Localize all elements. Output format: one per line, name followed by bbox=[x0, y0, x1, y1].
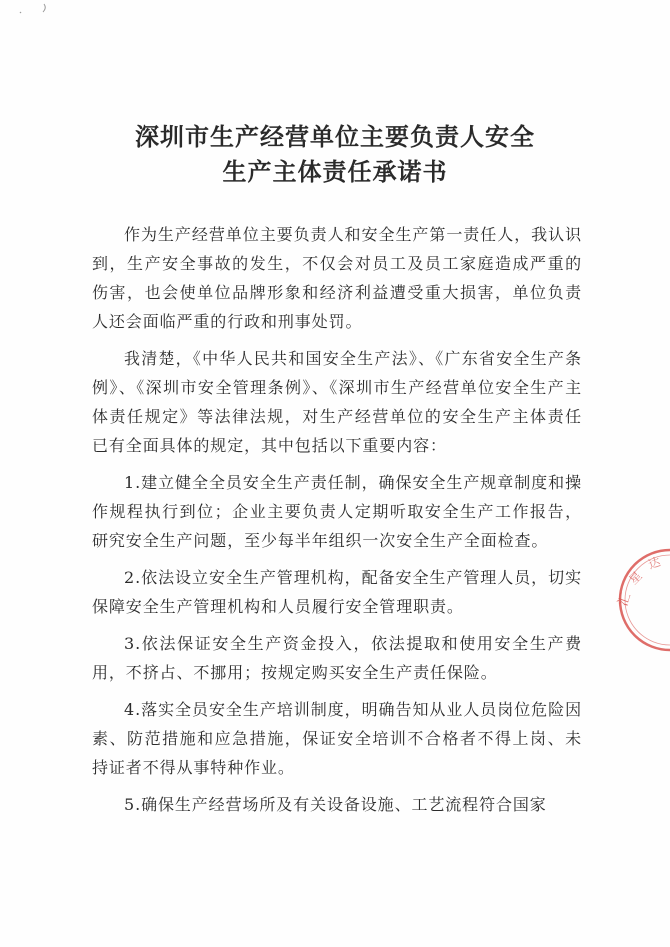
svg-text:汇: 汇 bbox=[615, 591, 635, 609]
red-seal-stamp bbox=[612, 545, 670, 655]
svg-text:达: 达 bbox=[646, 554, 663, 572]
paragraph-item-2: 2.依法设立安全生产管理机构，配备安全生产管理人员，切实保障安全生产管理机构和人员履行安全管理职责。 bbox=[92, 568, 582, 616]
paragraph-item-5: 5.确保生产经营场所及有关设备设施、工艺流程符合国家 bbox=[124, 795, 547, 814]
paragraph-legal-basis: 我清楚，《中华人民共和国安全生产法》、《广东省安全生产条例》、《深圳市安全管理条例》、《深圳市生产经营单位安全生产主体责任规定》等法律法规，对生产经营单位的安全生产主体责任已有全面具体的规定，其中包括以下重要内容： bbox=[92, 349, 582, 455]
document-body bbox=[92, 220, 582, 827]
scan-mark bbox=[12, 2, 52, 22]
paragraph-item-3: 3.依法保证安全生产资金投入，依法提取和使用安全生产费用，不挤占、不挪用；按规定购买安全生产责任保险。 bbox=[92, 634, 582, 682]
svg-text:星: 星 bbox=[626, 568, 645, 588]
paragraph-intro: 作为生产经营单位主要负责人和安全生产第一责任人，我认识到，生产安全事故的发生，不仅会对员工及员工家庭造成严重的伤害，也会使单位品牌形象和经济利益遭受重大损害，单位负责人还会面临严重的行政和刑事处罚。 bbox=[92, 225, 582, 331]
paragraph-item-1: 1.建立健全全员安全生产责任制，确保安全生产规章制度和操作规程执行到位；企业主要负责人定期听取安全生产工作报告，研究安全生产问题，至少每半年组织一次安全生产全面检查。 bbox=[92, 473, 582, 550]
paragraph-item-4: 4.落实全员安全生产培训制度，明确告知从业人员岗位危险因素、防范措施和应急措施，保证安全培训不合格者不得上岗、未持证者不得从事特种作业。 bbox=[92, 700, 582, 777]
document-title-line-2: 生产主体责任承诺书 bbox=[222, 158, 448, 186]
document-title-line-1: 深圳市生产经营单位主要负责人安全 bbox=[135, 123, 535, 151]
